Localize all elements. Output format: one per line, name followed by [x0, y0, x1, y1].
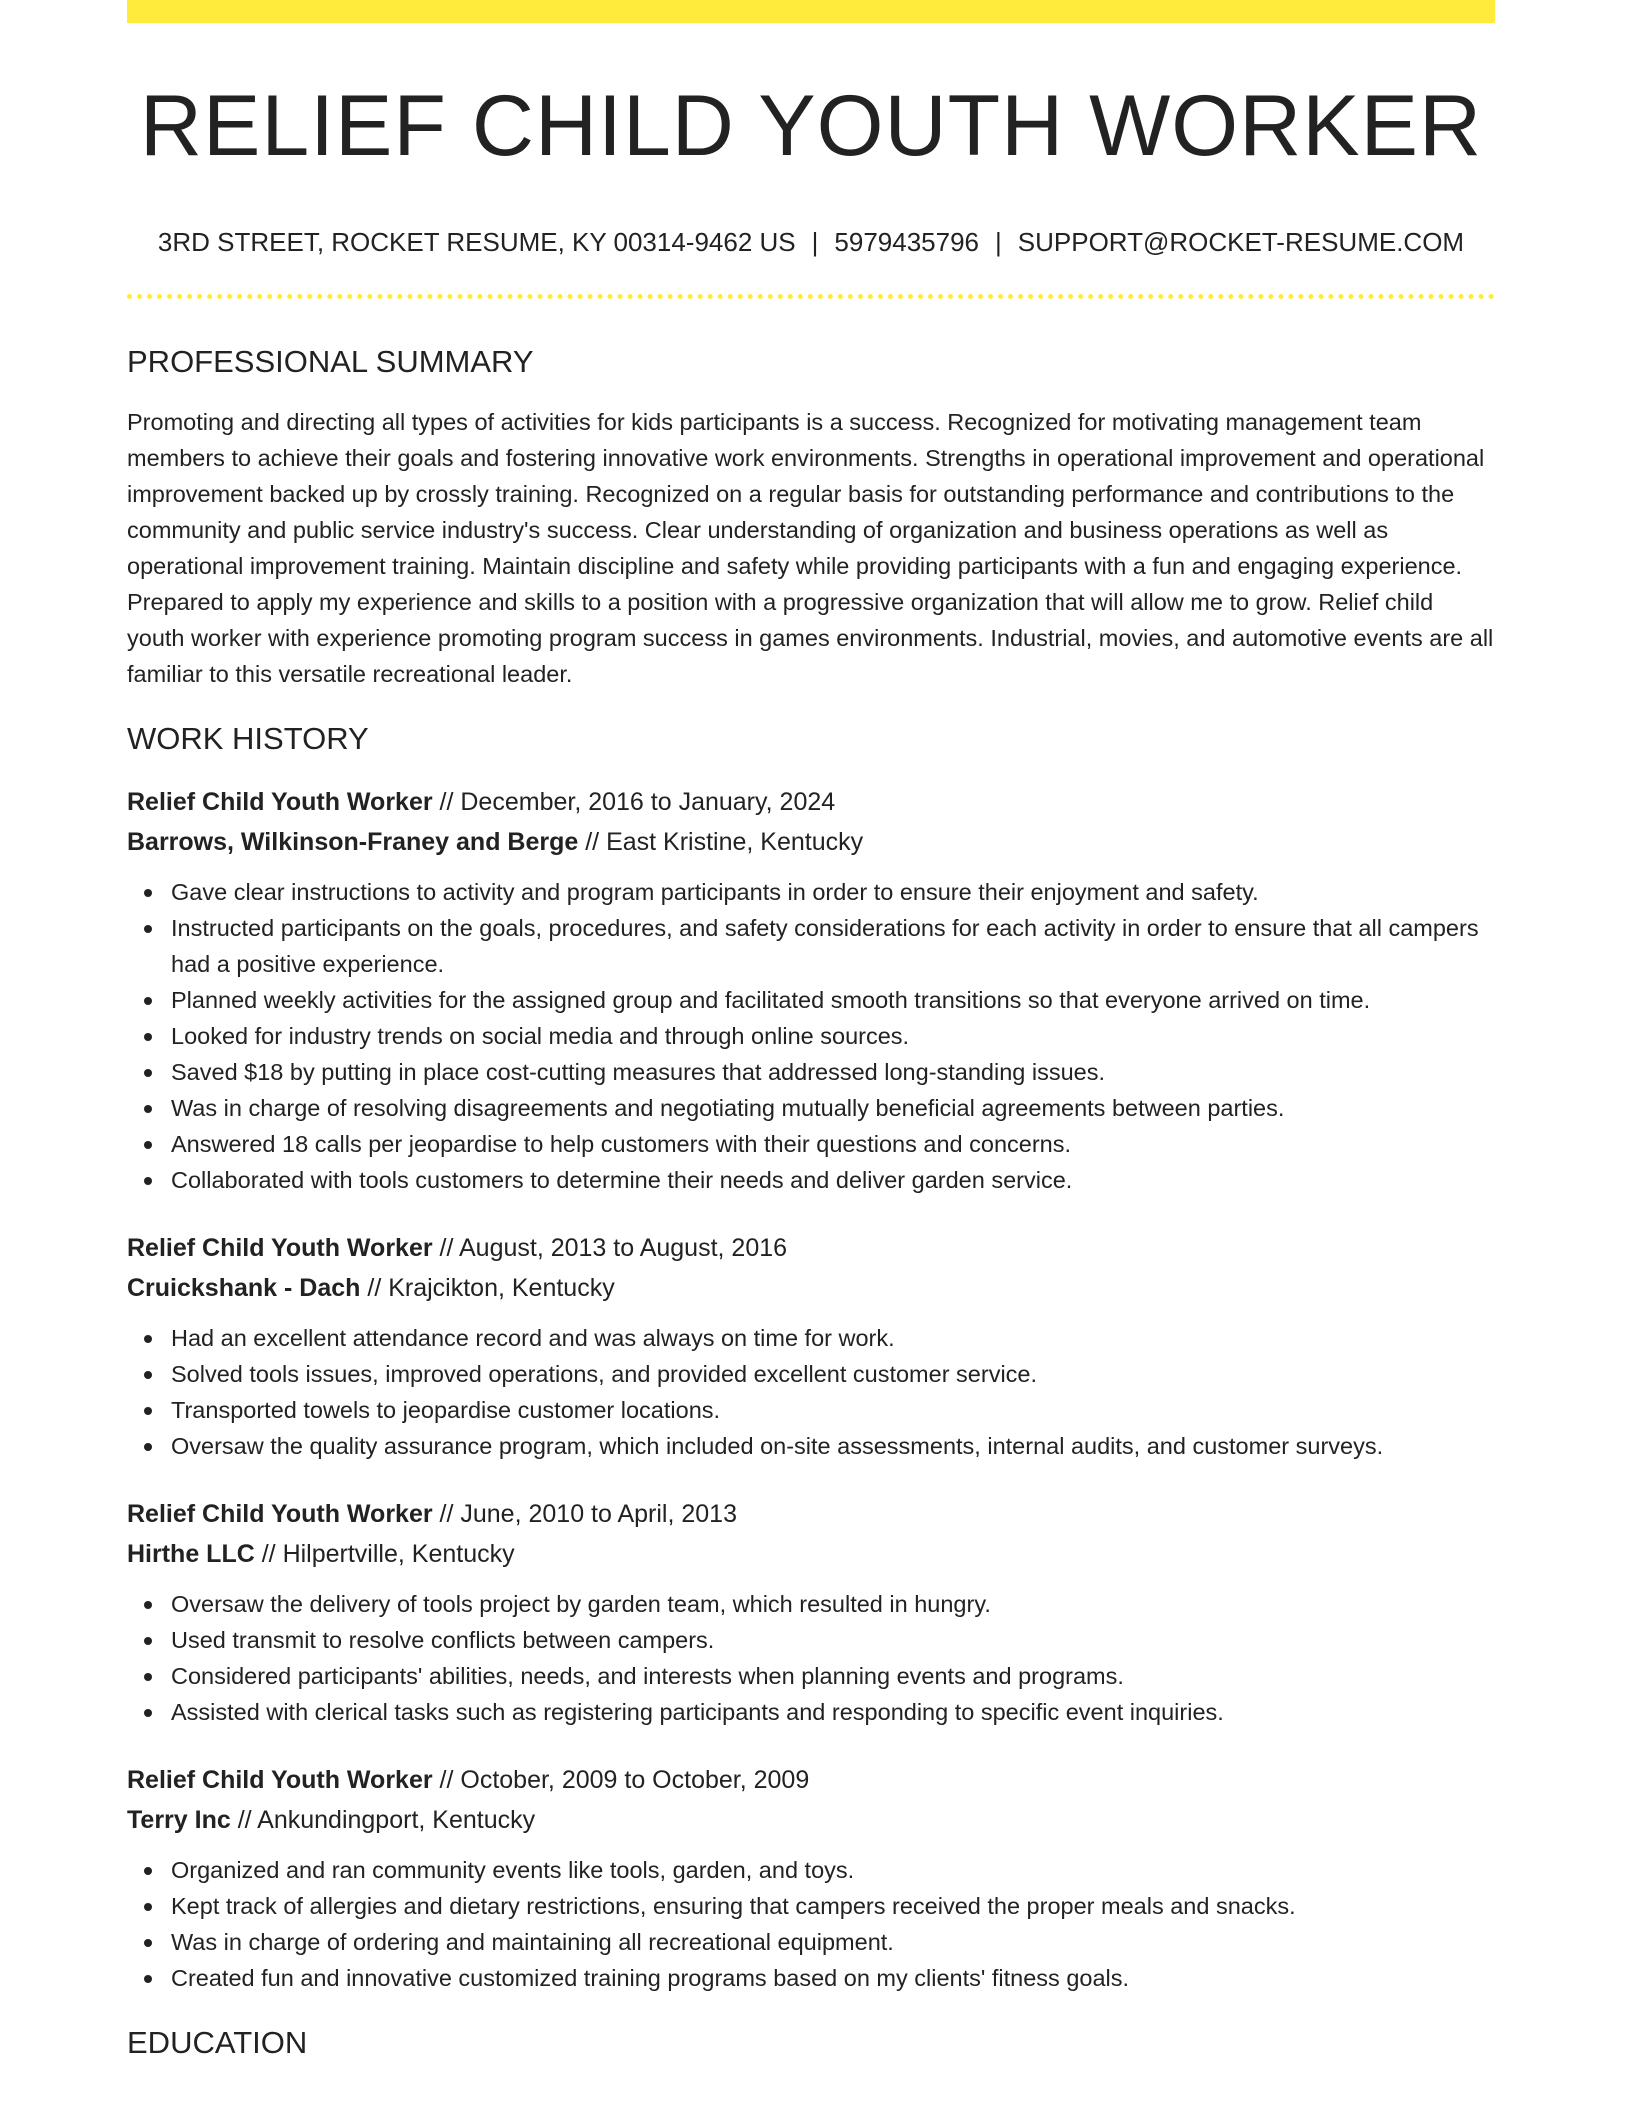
- job-company-line: [127, 822, 1495, 862]
- job-duty-item: Answered 18 calls per jeopardise to help customers with their questions and concerns.: [171, 1126, 1495, 1162]
- resume-page: [127, 0, 1495, 2061]
- job-duty-item: Was in charge of ordering and maintaining all recreational equipment.: [171, 1924, 1495, 1960]
- job-dates: // August, 2013 to August, 2016: [432, 1233, 788, 1262]
- job-duty-item: Created fun and innovative customized training programs based on my clients' fitness goals.: [171, 1960, 1495, 1996]
- job-duty-item: Assisted with clerical tasks such as registering participants and responding to specific event inquiries.: [171, 1694, 1495, 1730]
- job-duties-list: [127, 1586, 1495, 1730]
- job-duty-item: Transported towels to jeopardise customer locations.: [171, 1392, 1495, 1428]
- job-duty-item: Oversaw the delivery of tools project by garden team, which resulted in hungry.: [171, 1586, 1495, 1622]
- contact-separator: |: [995, 227, 1002, 257]
- job-company-line: [127, 1268, 1495, 1308]
- job-company: Barrows, Wilkinson-Franey and Berge: [127, 827, 579, 856]
- summary-heading: PROFESSIONAL SUMMARY: [127, 344, 534, 380]
- job-dates: // June, 2010 to April, 2013: [432, 1499, 737, 1528]
- job-title-line: [127, 782, 1495, 822]
- job-entry: [127, 1228, 1495, 1464]
- job-duties-list: [127, 874, 1495, 1198]
- job-duty-item: Gave clear instructions to activity and program participants in order to ensure their enjoyment and safety.: [171, 874, 1495, 910]
- job-duty-item: Considered participants' abilities, needs, and interests when planning events and programs.: [171, 1658, 1495, 1694]
- job-duty-item: Oversaw the quality assurance program, which included on-site assessments, internal audits, and customer surveys.: [171, 1428, 1495, 1464]
- job-duty-item: Solved tools issues, improved operations, and provided excellent customer service.: [171, 1356, 1495, 1392]
- contact-phone: 5979435796: [834, 227, 980, 257]
- job-duty-item: Saved $18 by putting in place cost-cutting measures that addressed long-standing issues.: [171, 1054, 1495, 1090]
- job-dates: // October, 2009 to October, 2009: [432, 1765, 810, 1794]
- job-company: Hirthe LLC: [127, 1539, 255, 1568]
- candidate-name: RELIEF CHILD YOUTH WORKER: [139, 78, 1483, 174]
- job-entry: [127, 782, 1495, 1198]
- education-heading: EDUCATION: [127, 2024, 308, 2060]
- job-title: Relief Child Youth Worker: [127, 1499, 433, 1528]
- job-duty-item: Kept track of allergies and dietary restrictions, ensuring that campers received the proper meals and snacks.: [171, 1888, 1495, 1924]
- contact-address: 3RD STREET, ROCKET RESUME, KY 00314-9462 US: [157, 227, 796, 257]
- job-title: Relief Child Youth Worker: [127, 787, 433, 816]
- job-duties-list: [127, 1852, 1495, 1996]
- job-location: // Krajcikton, Kentucky: [360, 1273, 615, 1302]
- job-company-line: [127, 1534, 1495, 1574]
- job-duty-item: Had an excellent attendance record and was always on time for work.: [171, 1320, 1495, 1356]
- summary-text: Promoting and directing all types of activities for kids participants is a success. Recognized for motivating management team members to achieve their goals and fostering innovative work environments. Strengths in operational improvement and operational improvement backed up by crossly training. Recognized on a regular basis for outstanding performance and contributions to the community and public service industry's success. Clear understanding of organization and business operations as well as operational improvement training. Maintain discipline and safety while providing participants with a fun and engaging experience. Prepared to apply my experience and skills to a position with a progressive organization that will allow me to grow. Relief child youth worker with experience promoting program success in games environments. Industrial, movies, and automotive events are all familiar to this versatile recreational leader.: [127, 409, 1494, 688]
- job-title-line: [127, 1760, 1495, 1800]
- job-duty-item: Organized and ran community events like tools, garden, and toys.: [171, 1852, 1495, 1888]
- job-duties-list: [127, 1320, 1495, 1464]
- job-title-line: [127, 1494, 1495, 1534]
- job-duty-item: Used transmit to resolve conflicts between campers.: [171, 1622, 1495, 1658]
- job-duty-item: Collaborated with tools customers to determine their needs and deliver garden service.: [171, 1162, 1495, 1198]
- job-company: Cruickshank - Dach: [127, 1273, 361, 1302]
- job-title: Relief Child Youth Worker: [127, 1765, 433, 1794]
- work-history-list: [127, 782, 1495, 1996]
- job-location: // East Kristine, Kentucky: [578, 827, 864, 856]
- job-location: // Ankundingport, Kentucky: [230, 1805, 536, 1834]
- job-title-line: [127, 1228, 1495, 1268]
- job-location: // Hilpertville, Kentucky: [254, 1539, 515, 1568]
- contact-separator: |: [811, 227, 819, 257]
- job-dates: // December, 2016 to January, 2024: [432, 787, 836, 816]
- top-accent-bar: [127, 0, 1495, 23]
- job-entry: [127, 1494, 1495, 1730]
- job-entry: [127, 1760, 1495, 1996]
- work-history-heading: WORK HISTORY: [127, 721, 369, 757]
- job-company: Terry Inc: [127, 1805, 231, 1834]
- job-title: Relief Child Youth Worker: [127, 1233, 433, 1262]
- job-duty-item: Instructed participants on the goals, procedures, and safety considerations for each activity in order to ensure that all campers had a positive experience.: [171, 910, 1495, 982]
- contact-email: SUPPORT@ROCKET-RESUME.COM: [1017, 227, 1465, 257]
- job-duty-item: Was in charge of resolving disagreements and negotiating mutually beneficial agreements between parties.: [171, 1090, 1495, 1126]
- job-company-line: [127, 1800, 1495, 1840]
- contact-line: [127, 227, 1495, 258]
- job-duty-item: Planned weekly activities for the assigned group and facilitated smooth transitions so that everyone arrived on time.: [171, 982, 1495, 1018]
- header-divider: [127, 294, 1495, 299]
- job-duty-item: Looked for industry trends on social media and through online sources.: [171, 1018, 1495, 1054]
